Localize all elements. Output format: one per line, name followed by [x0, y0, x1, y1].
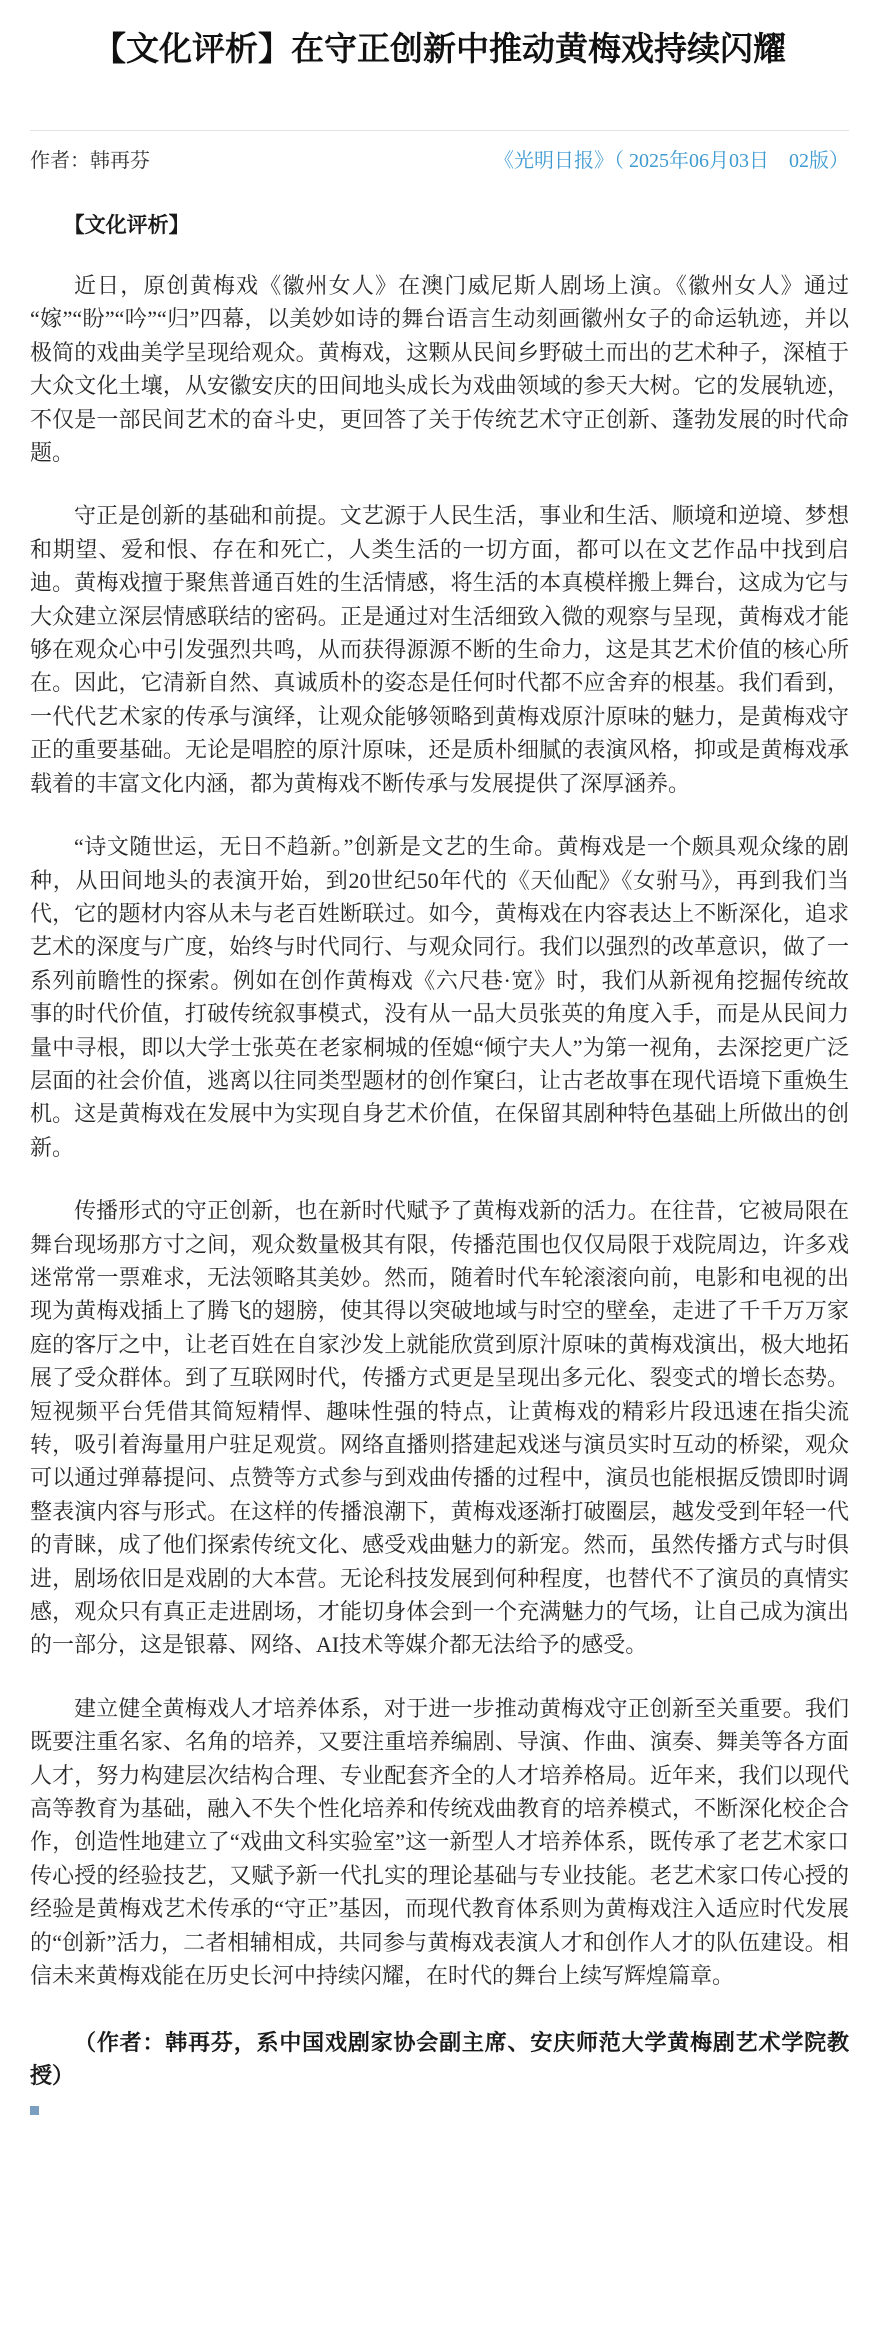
- header-divider: [30, 130, 849, 131]
- paragraph: 近日，原创黄梅戏《徽州女人》在澳门威尼斯人剧场上演。《徽州女人》通过“嫁”“盼”“吟”“归”四幕，以美妙如诗的舞台语言生动刻画徽州女子的命运轨迹，并以极简的戏曲美学呈现给观众。黄梅戏，这颗从民间乡野破土而出的艺术种子，深植于大众文化土壤，从安徽安庆的田间地头成长为戏曲领域的参天大树。它的发展轨迹，不仅是一部民间艺术的奋斗史，更回答了关于传统艺术守正创新、蓬勃发展的时代命题。: [30, 273, 849, 466]
- article-page: [30, 26, 849, 2123]
- page-title: 【文化评析】在守正创新中推动黄梅戏持续闪耀: [93, 30, 786, 67]
- author-label: 作者：韩再芬: [30, 150, 150, 172]
- section-tag: 【文化评析】: [63, 213, 190, 237]
- source-publication-link[interactable]: 《光明日报》（ 2025年06月03日 02版）: [494, 150, 849, 172]
- paragraph: “诗文随世运，无日不趋新。”创新是文艺的生命。黄梅戏是一个颇具观众缘的剧种，从田间地头的表演开始，到20世纪50年代的《天仙配》《女驸马》，再到我们当代，它的题材内容从未与老百姓断联过。如今，黄梅戏在内容表达上不断深化，追求艺术的深度与广度，始终与时代同行、与观众同行。我们以强烈的改革意识，做了一系列前瞻性的探索。例如在创作黄梅戏《六尺巷·宽》时，我们从新视角挖掘传统故事的时代价值，打破传统叙事模式，没有从一品大员张英的角度入手，而是从民间力量中寻根，即以大学士张英在老家桐城的侄媳“倾宁夫人”为第一视角，去深挖更广泛层面的社会价值，逃离以往同类型题材的创作窠臼，让古老故事在现代语境下重焕生机。这是黄梅戏在发展中为实现自身艺术价值，在保留其剧种特色基础上所做出的创新。: [30, 834, 849, 1160]
- footer-marker-icon: [30, 2106, 39, 2115]
- paragraph: 建立健全黄梅戏人才培养体系，对于进一步推动黄梅戏守正创新至关重要。我们既要注重名家、名角的培养，又要注重培养编剧、导演、作曲、演奏、舞美等各方面人才，努力构建层次结构合理、专业配套齐全的人才培养格局。近年来，我们以现代高等教育为基础，融入不失个性化培养和传统戏曲教育的培养模式，不断深化校企合作，创造性地建立了“戏曲文科实验室”这一新型人才培养体系，既传承了老艺术家口传心授的经验技艺，又赋予新一代扎实的理论基础与专业技能。老艺术家口传心授的经验是黄梅戏艺术传承的“守正”基因，而现代教育体系则为黄梅戏注入适应时代发展的“创新”活力，二者相辅相成，共同参与黄梅戏表演人才和创作人才的队伍建设。相信未来黄梅戏能在历史长河中持续闪耀，在时代的舞台上续写辉煌篇章。: [30, 1695, 849, 1989]
- paragraph: 传播形式的守正创新，也在新时代赋予了黄梅戏新的活力。在往昔，它被局限在舞台现场那方寸之间，观众数量极其有限，传播范围也仅仅局限于戏院周边，许多戏迷常常一票难求，无法领略其美妙。然而，随着时代车轮滚滚向前，电影和电视的出现为黄梅戏插上了腾飞的翅膀，使其得以突破地域与时空的壁垒，走进了千千万万家庭的客厅之中，让老百姓在自家沙发上就能欣赏到原汁原味的黄梅戏演出，极大地拓展了受众群体。到了互联网时代，传播方式更是呈现出多元化、裂变式的增长态势。短视频平台凭借其简短精悍、趣味性强的特点，让黄梅戏的精彩片段迅速在指尖流转，吸引着海量用户驻足观赏。网络直播则搭建起戏迷与演员实时互动的桥梁，观众可以通过弹幕提问、点赞等方式参与到戏曲传播的过程中，演员也能根据反馈即时调整表演内容与形式。在这样的传播浪潮下，黄梅戏逐渐打破圈层，越发受到年轻一代的青睐，成了他们探索传统文化、感受戏曲魅力的新宠。然而，虽然传播方式与时俱进，剧场依旧是戏剧的大本营。无论科技发展到何种程度，也替代不了演员的真情实感，观众只有真正走进剧场，才能切身体会到一个充满魅力的气场，让自己成为演出的一部分，这是银幕、网络、AI技术等媒介都无法给予的感受。: [30, 1198, 849, 1658]
- article-meta-row: [30, 147, 849, 175]
- author-affiliation-note: （作者：韩再芬，系中国戏剧家协会副主席、安庆师范大学黄梅剧艺术学院教授）: [30, 2029, 849, 2088]
- article-body: [30, 269, 849, 1993]
- paragraph: 守正是创新的基础和前提。文艺源于人民生活，事业和生活、顺境和逆境、梦想和期望、爱和恨、存在和死亡，人类生活的一切方面，都可以在文艺作品中找到启迪。黄梅戏擅于聚焦普通百姓的生活情感，将生活的本真模样搬上舞台，这成为它与大众建立深层情感联结的密码。正是通过对生活细致入微的观察与呈现，黄梅戏才能够在观众心中引发强烈共鸣，从而获得源源不断的生命力，这是其艺术价值的核心所在。因此，它清新自然、真诚质朴的姿态是任何时代都不应舍弃的根基。我们看到，一代代艺术家的传承与演绎，让观众能够领略到黄梅戏原汁原味的魅力，是黄梅戏守正的重要基础。无论是唱腔的原汁原味，还是质朴细腻的表演风格，抑或是黄梅戏承载着的丰富文化内涵，都为黄梅戏不断传承与发展提供了深厚涵养。: [30, 503, 849, 796]
